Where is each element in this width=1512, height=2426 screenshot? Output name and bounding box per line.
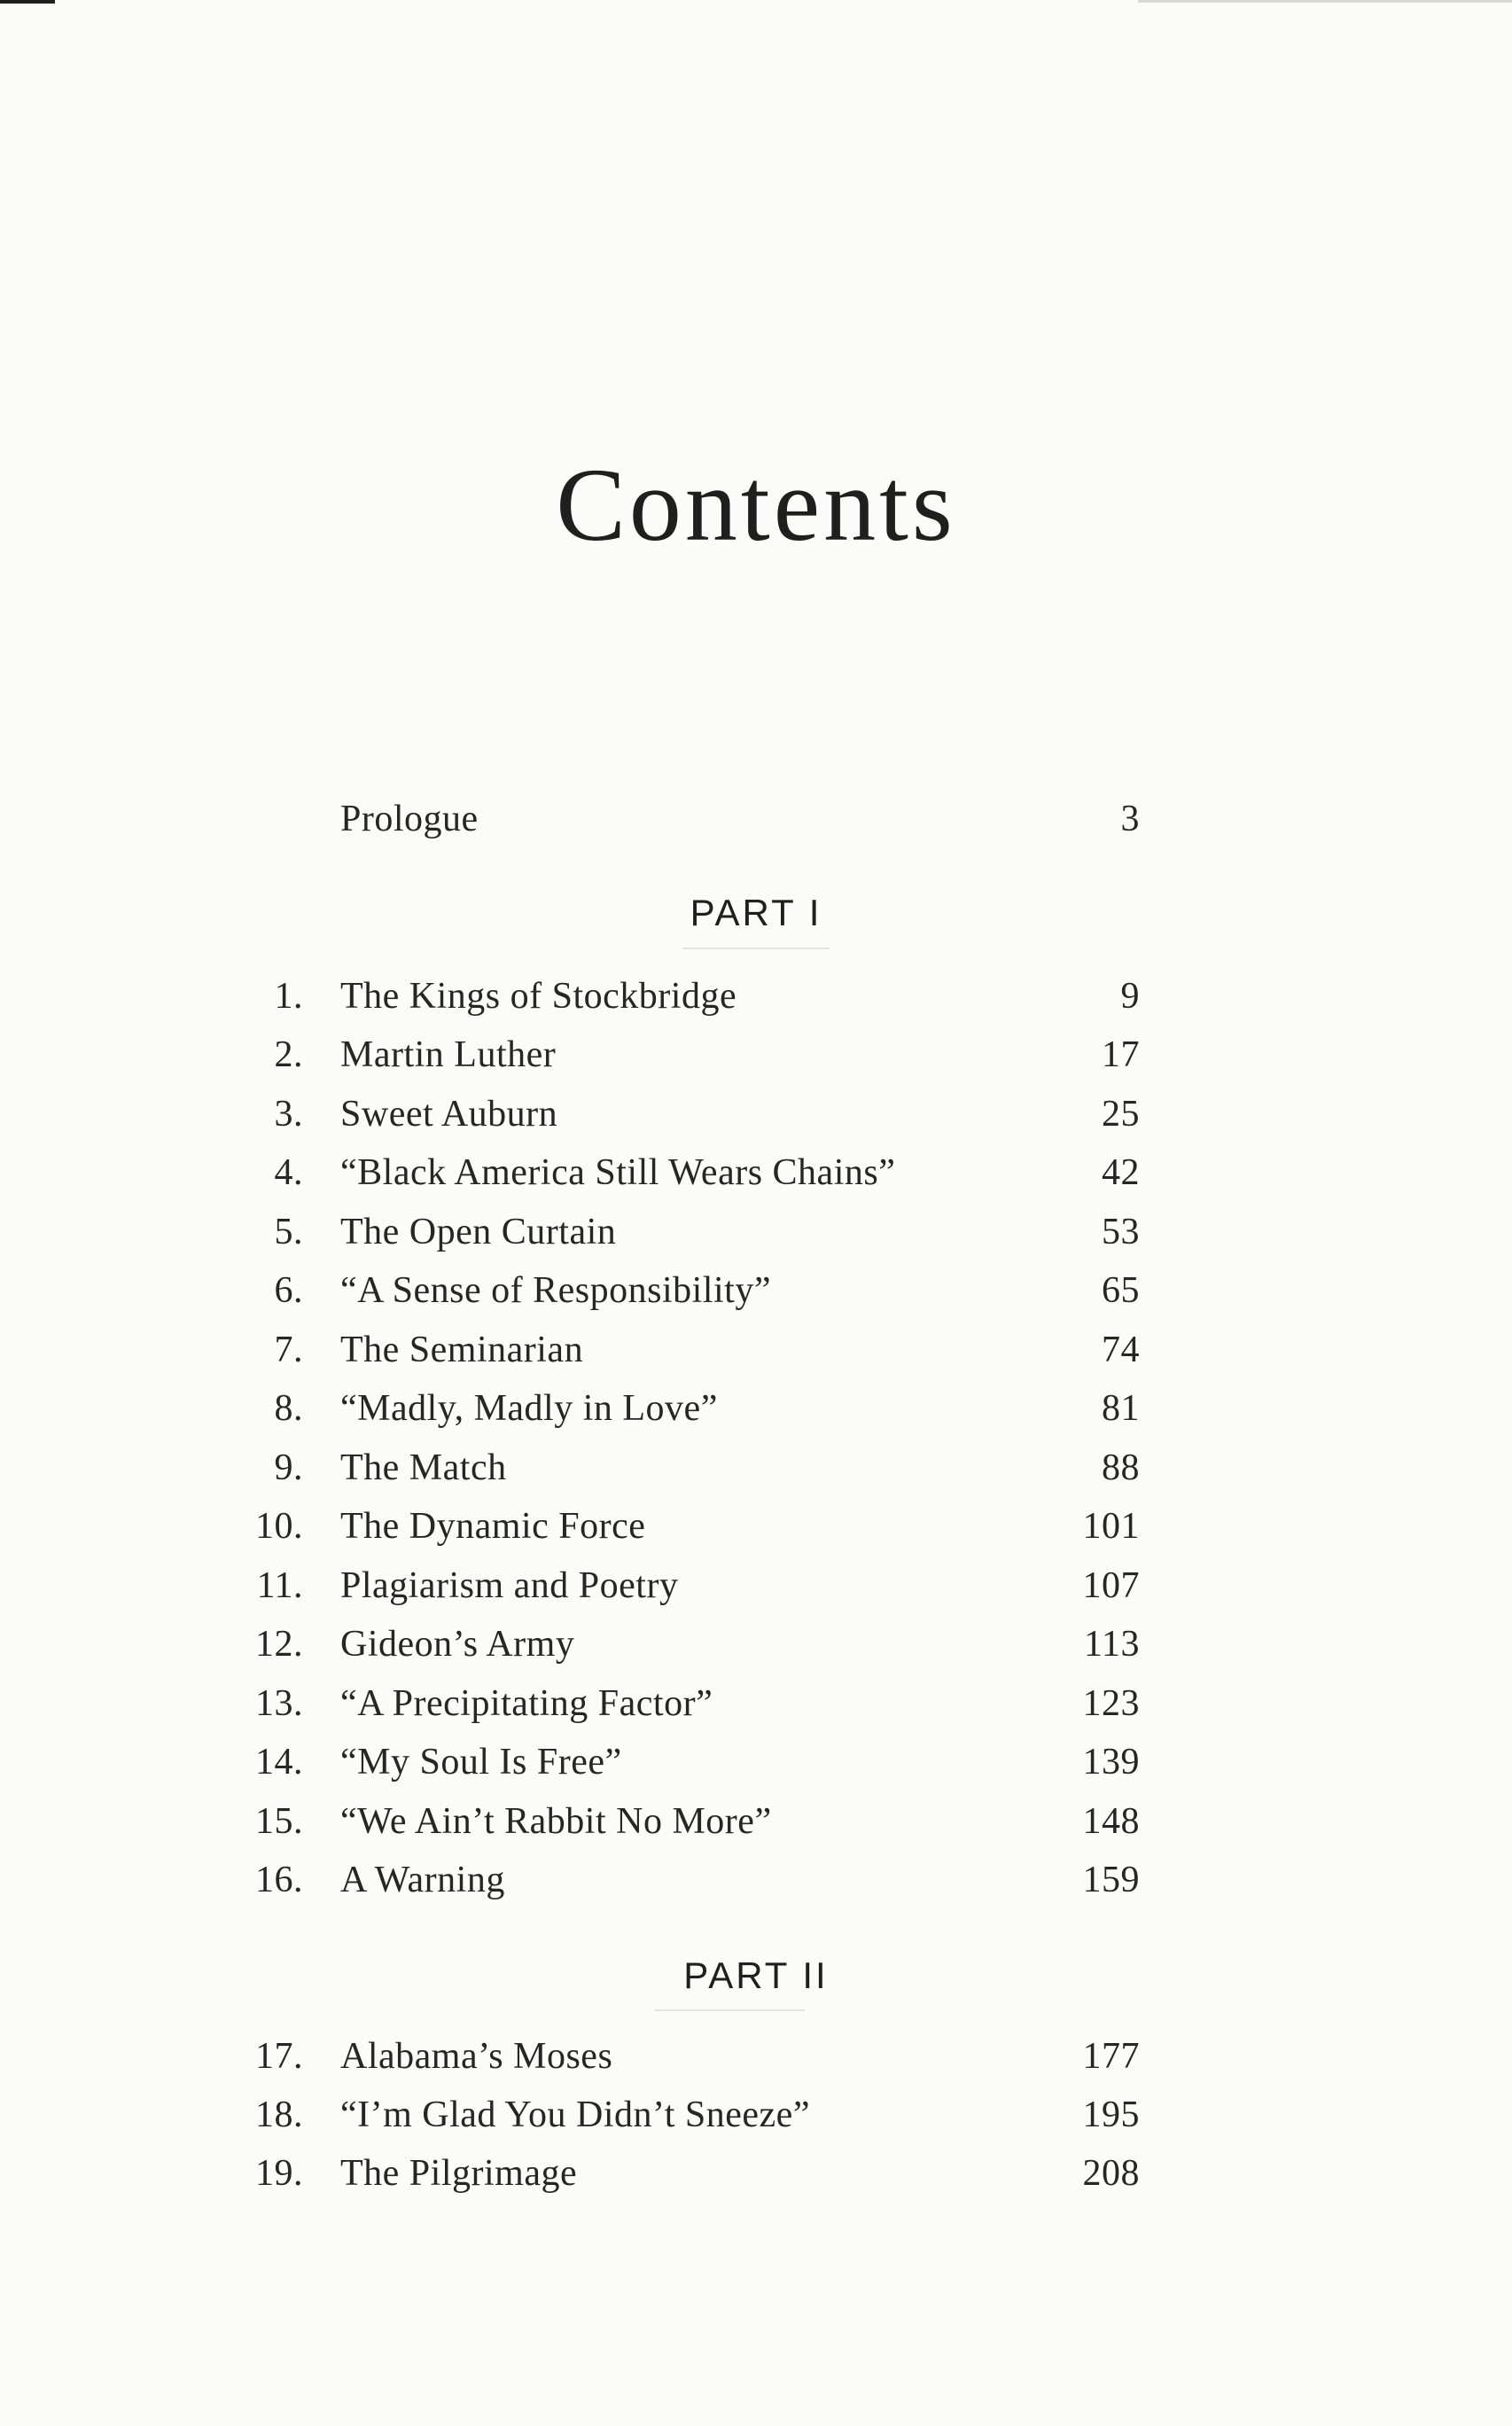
entry-page-number: 101 (1082, 1506, 1140, 1547)
entry-page-number: 159 (1082, 1860, 1140, 1900)
entry-page-number: 139 (1082, 1742, 1140, 1782)
entry-title: The Kings of Stockbridge (340, 976, 737, 1017)
entry-page-number: 123 (1082, 1683, 1140, 1724)
part-heading-rule (682, 948, 830, 949)
toc-entry[interactable] (0, 1497, 1512, 1556)
entry-title: The Dynamic Force (340, 1506, 646, 1547)
entry-page-number: 81 (1102, 1388, 1140, 1429)
entry-page-number: 53 (1102, 1212, 1140, 1252)
entry-title: The Seminarian (340, 1330, 584, 1370)
entry-title: “Madly, Madly in Love” (340, 1388, 718, 1429)
entry-number: 16. (255, 1860, 303, 1900)
entry-page-number: 208 (1082, 2153, 1140, 2194)
toc-entry[interactable] (0, 2144, 1512, 2203)
part-heading: PART I (690, 892, 822, 933)
entry-number: 17. (255, 2036, 303, 2077)
toc-entry[interactable] (0, 2027, 1512, 2086)
entry-number: 12. (255, 1624, 303, 1665)
toc-entry[interactable] (0, 1321, 1512, 1379)
part-heading: PART II (683, 1954, 829, 1996)
entry-page-number: 42 (1102, 1152, 1140, 1193)
entry-page-number: 17 (1102, 1034, 1140, 1075)
toc-entry[interactable] (0, 1851, 1512, 1909)
part-heading-rule (654, 2009, 805, 2011)
entry-title: A Warning (340, 1860, 505, 1900)
entry-page-number: 65 (1102, 1270, 1140, 1311)
toc-entry[interactable] (0, 1085, 1512, 1143)
entry-page-number: 25 (1102, 1094, 1140, 1135)
entry-number: 13. (255, 1683, 303, 1724)
entry-number: 4. (274, 1152, 303, 1193)
entry-title: Alabama’s Moses (340, 2036, 613, 2077)
entry-number: 19. (255, 2153, 303, 2194)
entry-title: The Match (340, 1447, 507, 1488)
toc-entry[interactable] (0, 967, 1512, 1026)
entry-number: 9. (274, 1447, 303, 1488)
toc-entry[interactable] (0, 1556, 1512, 1615)
entry-page-number: 74 (1102, 1330, 1140, 1370)
entry-title: “A Precipitating Factor” (340, 1683, 713, 1724)
entry-title: “Black America Still Wears Chains” (340, 1152, 896, 1193)
entry-number: 8. (274, 1388, 303, 1429)
toc-entry[interactable] (0, 1792, 1512, 1851)
entry-title: Martin Luther (340, 1034, 557, 1075)
toc-entry[interactable] (0, 1674, 1512, 1733)
toc-entry[interactable] (0, 1733, 1512, 1791)
toc-entry[interactable] (0, 1026, 1512, 1084)
entry-number: 1. (274, 976, 303, 1017)
entry-number: 14. (255, 1742, 303, 1782)
entry-title: “A Sense of Responsibility” (340, 1270, 771, 1311)
entry-page-number: 3 (1120, 799, 1140, 839)
entry-page-number: 107 (1082, 1565, 1140, 1606)
entry-title: “I’m Glad You Didn’t Sneeze” (340, 2094, 810, 2135)
entry-number: 2. (274, 1034, 303, 1075)
toc-entry[interactable] (0, 1203, 1512, 1261)
entry-number: 18. (255, 2094, 303, 2135)
entry-title: “My Soul Is Free” (340, 1742, 622, 1782)
entry-page-number: 9 (1120, 976, 1140, 1017)
toc-entry[interactable] (0, 1261, 1512, 1320)
entry-title: Prologue (340, 799, 479, 839)
page-title: Contents (556, 447, 956, 563)
entry-number: 11. (256, 1565, 303, 1606)
entry-page-number: 177 (1082, 2036, 1140, 2077)
toc-entry[interactable] (0, 1439, 1512, 1497)
entry-number: 3. (274, 1094, 303, 1135)
entry-page-number: 88 (1102, 1447, 1140, 1488)
toc-entry[interactable] (0, 1615, 1512, 1673)
entry-page-number: 113 (1084, 1624, 1140, 1665)
entry-title: Gideon’s Army (340, 1624, 575, 1665)
entry-page-number: 148 (1082, 1801, 1140, 1842)
toc-entry-prologue[interactable] (0, 790, 1512, 848)
toc-entry[interactable] (0, 2086, 1512, 2144)
entry-title: “We Ain’t Rabbit No More” (340, 1801, 772, 1842)
entry-page-number: 195 (1082, 2094, 1140, 2135)
entry-title: Plagiarism and Poetry (340, 1565, 679, 1606)
entry-number: 10. (255, 1506, 303, 1547)
entry-number: 6. (274, 1270, 303, 1311)
entry-title: The Open Curtain (340, 1212, 617, 1252)
entry-title: The Pilgrimage (340, 2153, 578, 2194)
entry-number: 7. (274, 1330, 303, 1370)
entry-number: 15. (255, 1801, 303, 1842)
toc-entry[interactable] (0, 1143, 1512, 1202)
entry-title: Sweet Auburn (340, 1094, 558, 1135)
toc-entry[interactable] (0, 1379, 1512, 1438)
entry-number: 5. (274, 1212, 303, 1252)
